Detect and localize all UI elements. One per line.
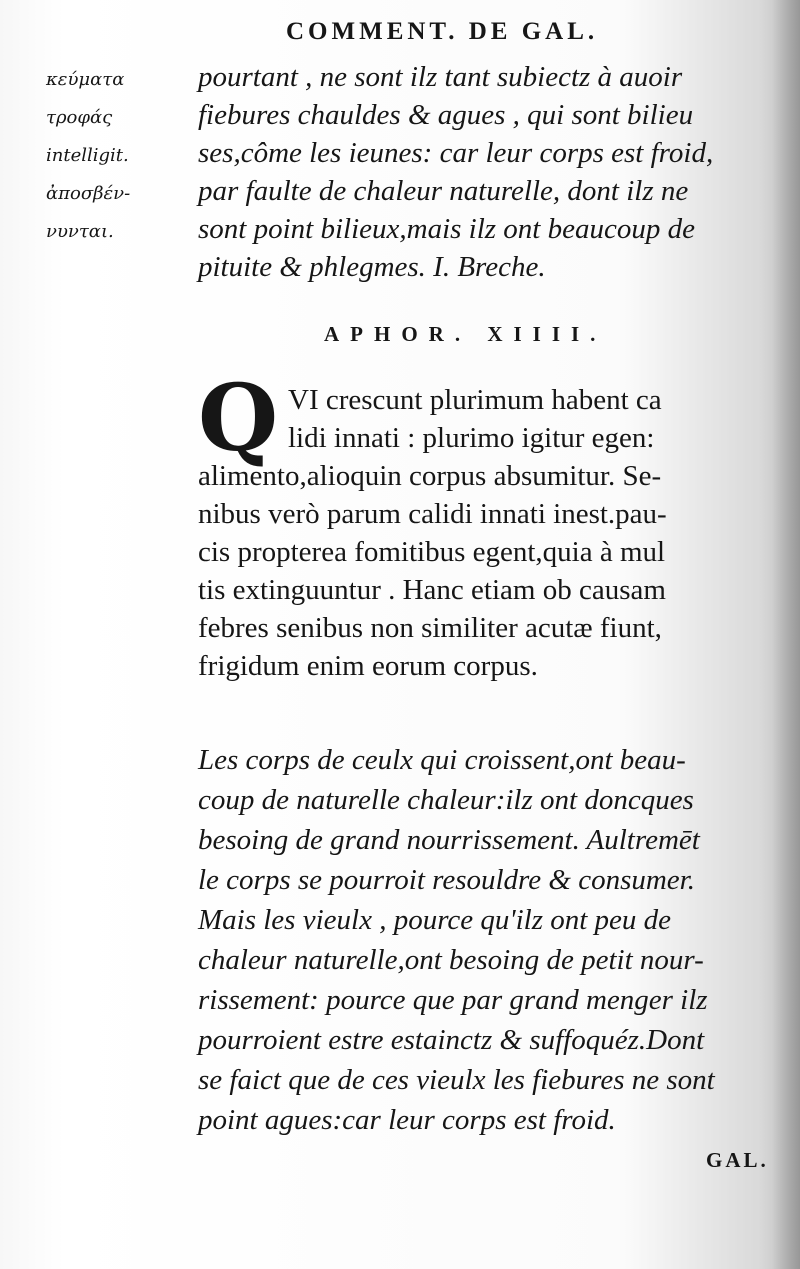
- french-line: point agues:car leur corps est froid.: [198, 1104, 616, 1136]
- french-line: chaleur naturelle,ont besoing de petit nour-: [198, 944, 704, 976]
- margin-note: νυνται.: [46, 221, 114, 242]
- catchword: GAL.: [706, 1148, 769, 1172]
- margin-note: ἀποσβέν-: [46, 183, 131, 204]
- latin-line: tis extinguuntur . Hanc etiam ob causam: [198, 574, 666, 606]
- commentary-paragraph: [198, 58, 778, 286]
- commentary-line: sont point bilieux,mais ilz ont beaucoup de: [198, 213, 695, 245]
- commentary-line: par faulte de chaleur naturelle, dont ilz ne: [198, 175, 689, 207]
- latin-line: lidi innati : plurimo igitur egen:: [288, 422, 655, 454]
- french-line: Les corps de ceulx qui croissent,ont beau-: [198, 744, 686, 776]
- margin-note: κεύματα: [46, 69, 125, 90]
- latin-line: alimento,alioquin corpus absumitur. Se-: [198, 460, 662, 492]
- french-line: le corps se pourroit resouldre & consumer.: [198, 864, 695, 896]
- latin-line: frigidum enim eorum corpus.: [198, 650, 538, 682]
- french-line: pourroient estre estainctz & suffoquéz.Dont: [198, 1024, 705, 1056]
- commentary-line: pourtant , ne sont ilz tant subiectz à auoir: [198, 61, 683, 93]
- drop-cap: Q: [198, 364, 279, 472]
- latin-aphorism-text: [198, 364, 778, 685]
- commentary-line: pituite & phlegmes. I. Breche.: [198, 251, 546, 283]
- french-translation-text: [198, 740, 778, 1140]
- french-line: se faict que de ces vieulx les fiebures ne sont: [198, 1064, 715, 1096]
- latin-line: VI crescunt plurimum habent ca: [288, 384, 662, 416]
- commentary-line: ses,côme les ieunes: car leur corps est froid,: [198, 137, 714, 169]
- french-line: coup de naturelle chaleur:ilz ont doncques: [198, 784, 694, 816]
- aphorism-heading: APHOR. XIIII.: [324, 322, 607, 346]
- running-header: COMMENT. DE GAL.: [286, 18, 599, 45]
- latin-line: cis propterea fomitibus egent,quia à mul: [198, 536, 666, 568]
- french-line: Mais les vieulx , pource qu'ilz ont peu de: [198, 904, 672, 936]
- margin-notes: [46, 61, 186, 251]
- margin-note: intelligit.: [46, 145, 129, 166]
- latin-line: nibus verò parum calidi innati inest.pau-: [198, 498, 667, 530]
- french-line: rissement: pource que par grand menger ilz: [198, 984, 708, 1016]
- margin-note: τροφάς: [46, 107, 113, 128]
- latin-line: febres senibus non similiter acutæ fiunt,: [198, 612, 662, 644]
- commentary-line: fiebures chauldes & agues , qui sont bilieu: [198, 99, 694, 131]
- french-line: besoing de grand nourrissement. Aultremēt: [198, 824, 700, 856]
